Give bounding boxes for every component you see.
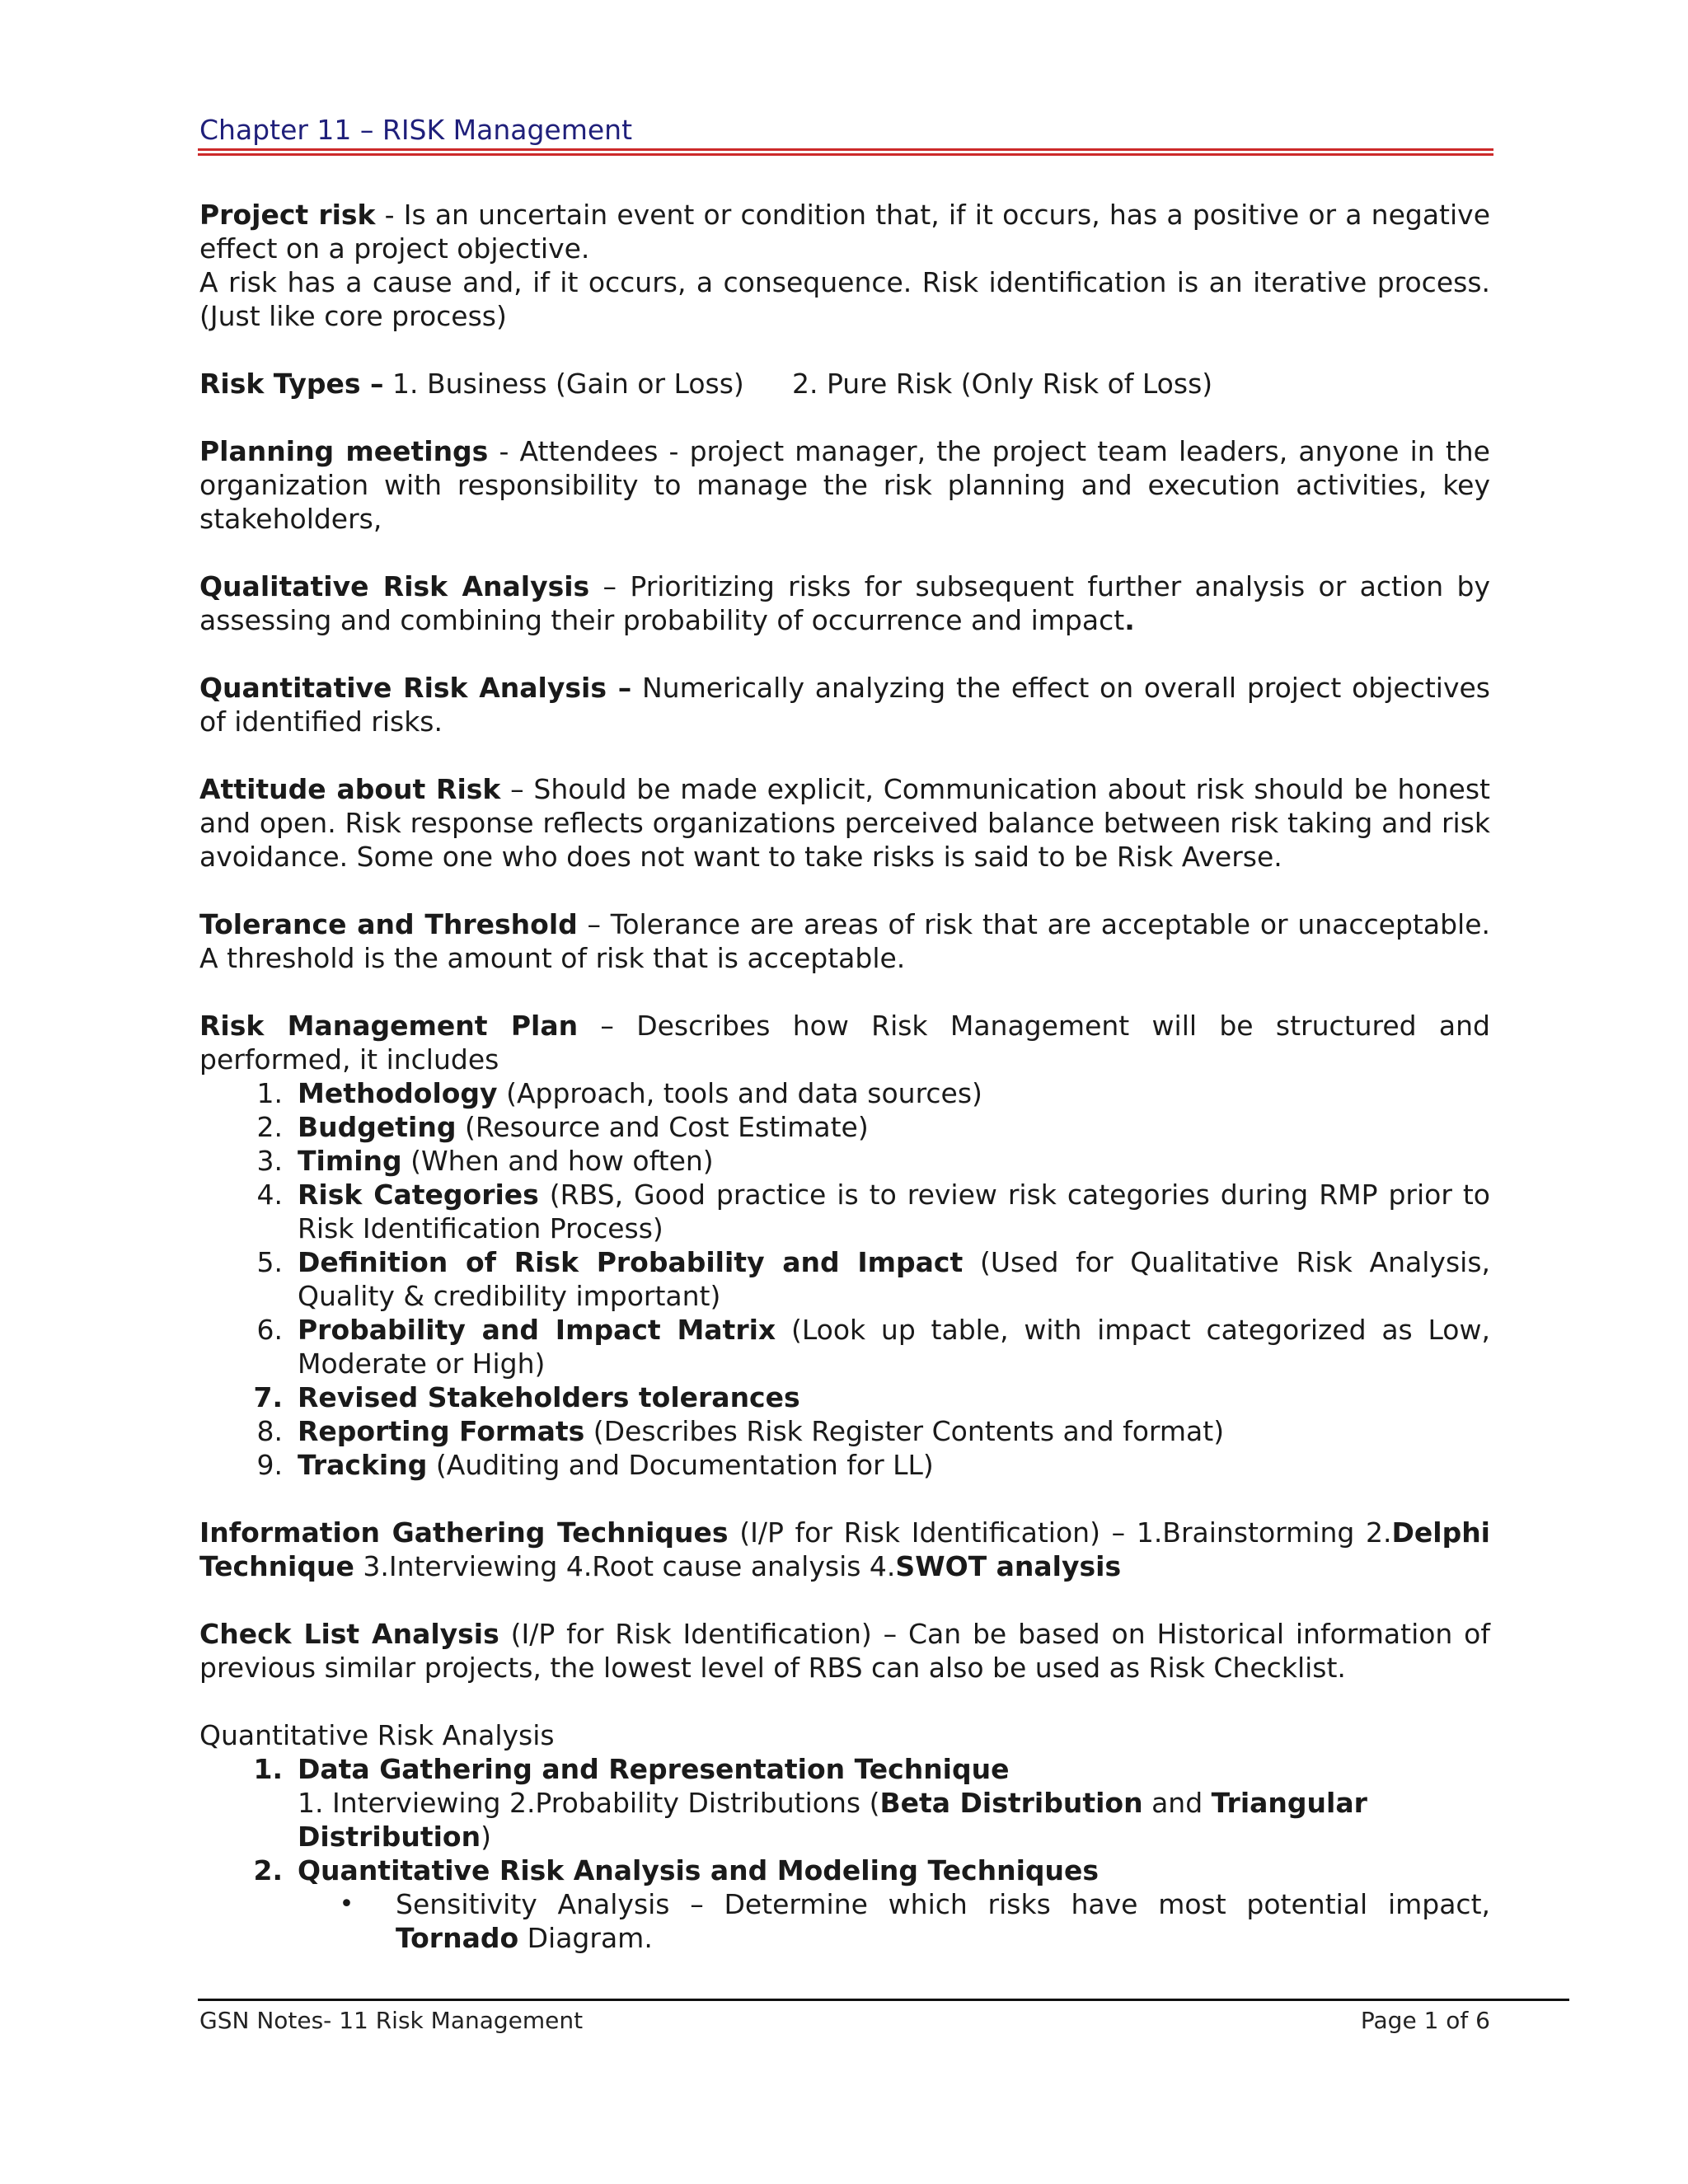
- delphi-technique: Delphi Technique: [199, 1516, 1490, 1582]
- checklist-paragraph: [199, 1617, 1490, 1685]
- list-item: [199, 1076, 1490, 1110]
- beta-distribution: Beta Distribution: [879, 1787, 1143, 1819]
- list-term: Methodology: [298, 1077, 498, 1109]
- term: Risk Management Plan: [199, 1010, 579, 1042]
- definition: – Describes how Risk Management will be structured and performed, it includes: [199, 1010, 1490, 1076]
- list-number: 3.: [256, 1145, 283, 1177]
- list-text: (Describes Risk Register Contents and format): [584, 1415, 1225, 1447]
- term: Check List Analysis: [199, 1618, 499, 1650]
- bullet-item: [199, 1887, 1490, 1955]
- triangular-distribution: Triangular Distribution: [298, 1787, 1367, 1853]
- list-item: [199, 1245, 1490, 1313]
- bullet-icon: •: [339, 1890, 354, 1919]
- list-number: 4.: [256, 1179, 283, 1211]
- qra-heading: Quantitative Risk Analysis: [199, 1719, 555, 1751]
- list-term: Revised Stakeholders tolerances: [298, 1381, 800, 1413]
- definition: - Attendees - project manager, the project team leaders, anyone in the organization with responsibility to manage the risk planning and execution activities, key stakeholders,: [199, 435, 1490, 535]
- definition: - Is an uncertain event or condition that, if it occurs, has a positive or a negative effect on a project objective.: [199, 199, 1490, 265]
- term: Risk Types –: [199, 368, 384, 400]
- term: Information Gathering Techniques: [199, 1516, 729, 1549]
- list-number: 1.: [253, 1753, 283, 1785]
- tolerance-paragraph: [199, 907, 1490, 975]
- rmp-paragraph: [199, 1009, 1490, 1076]
- list-item: [199, 1854, 1490, 1887]
- title-underline-bottom: [198, 153, 1493, 156]
- sub-close: ): [481, 1821, 491, 1853]
- info-gathering-paragraph: [199, 1516, 1490, 1583]
- term: Attitude about Risk: [199, 773, 501, 805]
- term: Project risk: [199, 199, 376, 231]
- list-item: [199, 1144, 1490, 1178]
- list-item: [199, 1110, 1490, 1144]
- list-text: (RBS, Good practice is to review risk categories during RMP prior to Risk Identification Process): [298, 1179, 1490, 1244]
- tornado: Tornado: [396, 1922, 519, 1954]
- risk-types: [199, 367, 1490, 401]
- list-number: 2.: [253, 1854, 283, 1886]
- risk-type-2: 2. Pure Risk (Only Risk of Loss): [792, 368, 1213, 400]
- footer-rule: [198, 1999, 1569, 2001]
- attitude-paragraph: [199, 772, 1490, 874]
- bullet-end: Diagram.: [518, 1922, 653, 1954]
- chapter-title: Chapter 11 – RISK Management: [199, 114, 633, 146]
- rmp-list: [199, 1076, 1490, 1482]
- list-item: [199, 1448, 1490, 1482]
- list-term: Timing: [298, 1145, 402, 1177]
- list-term: Definition of Risk Probability and Impact: [298, 1246, 964, 1278]
- definition: (I/P for Risk Identification) – 1.Brainstorming 2.: [728, 1516, 1392, 1549]
- qualitative-paragraph: [199, 569, 1490, 637]
- definition: – Prioritizing risks for subsequent further analysis or action by assessing and combining their probability of occurrence and impact: [199, 570, 1491, 636]
- definition-cont: 3.Interviewing 4.Root cause analysis 4.: [354, 1550, 896, 1582]
- list-number: 9.: [256, 1449, 283, 1481]
- title-underline-top: [198, 148, 1493, 151]
- qra-sub-line: [199, 1786, 1490, 1854]
- definition: – Should be made explicit, Communication about risk should be honest and open. Risk response reflects organizations perceived balance between risk taking and risk avoidance. Some one who does not want to take risks is said to be Risk Averse.: [199, 773, 1490, 873]
- list-item: [199, 1414, 1490, 1448]
- quantitative-paragraph: [199, 671, 1490, 738]
- list-term: Tracking: [298, 1449, 428, 1481]
- list-text: (Auditing and Documentation for LL): [427, 1449, 934, 1481]
- list-term: Probability and Impact Matrix: [298, 1314, 776, 1346]
- term: Planning meetings: [199, 435, 489, 467]
- risk-type-1: 1. Business (Gain or Loss): [383, 368, 744, 400]
- definition: Numerically analyzing the effect on overall project objectives of identified risks.: [199, 672, 1490, 738]
- list-number: 1.: [256, 1077, 283, 1109]
- list-number: 6.: [256, 1314, 283, 1346]
- sub-and: and: [1142, 1787, 1212, 1819]
- term: Quantitative Risk Analysis –: [199, 672, 632, 704]
- list-term: Data Gathering and Representation Technique: [298, 1753, 1010, 1785]
- planning-meetings-paragraph: [199, 434, 1490, 536]
- list-number: 7.: [253, 1381, 283, 1413]
- list-item: [199, 1178, 1490, 1245]
- definition: – Tolerance are areas of risk that are acceptable or unacceptable. A threshold is the amount of risk that is acceptable.: [199, 908, 1491, 974]
- list-number: 2.: [256, 1111, 283, 1143]
- list-text: (Used for Qualitative Risk Analysis, Quality & credibility important): [298, 1246, 1491, 1312]
- list-term: Budgeting: [298, 1111, 457, 1143]
- risk-cause-paragraph: A risk has a cause and, if it occurs, a consequence. Risk identification is an iterative process. (Just like core process): [199, 266, 1490, 332]
- list-number: 8.: [256, 1415, 283, 1447]
- document-body: [199, 198, 1490, 1955]
- swot-analysis: SWOT analysis: [895, 1550, 1122, 1582]
- list-text: (When and how often): [401, 1145, 714, 1177]
- qra-list: [199, 1752, 1490, 1955]
- list-term: Risk Categories: [298, 1179, 539, 1211]
- list-item: [199, 1752, 1490, 1786]
- term: Tolerance and Threshold: [199, 908, 578, 940]
- list-term: Quantitative Risk Analysis and Modeling Techniques: [298, 1854, 1100, 1886]
- definition: (I/P for Risk Identification) – Can be based on Historical information of previous similar projects, the lowest level of RBS can also be used as Risk Checklist.: [199, 1618, 1490, 1684]
- list-term: Reporting Formats: [298, 1415, 585, 1447]
- list-item: [199, 1380, 1490, 1414]
- list-number: 5.: [256, 1246, 283, 1278]
- sub-text: 1. Interviewing 2.Probability Distributions (: [298, 1787, 880, 1819]
- footer-page-number: Page 1 of 6: [1360, 2007, 1490, 2034]
- footer-doc-name: GSN Notes- 11 Risk Management: [199, 2007, 584, 2034]
- bullet-text: Sensitivity Analysis – Determine which risks have most potential impact,: [396, 1888, 1490, 1920]
- list-text: (Resource and Cost Estimate): [456, 1111, 869, 1143]
- project-risk-paragraph: [199, 198, 1490, 265]
- term: Qualitative Risk Analysis: [199, 570, 590, 602]
- list-text: (Look up table, with impact categorized as Low, Moderate or High): [298, 1314, 1490, 1380]
- list-text: (Approach, tools and data sources): [497, 1077, 982, 1109]
- period: .: [1124, 604, 1135, 636]
- list-item: [199, 1313, 1490, 1380]
